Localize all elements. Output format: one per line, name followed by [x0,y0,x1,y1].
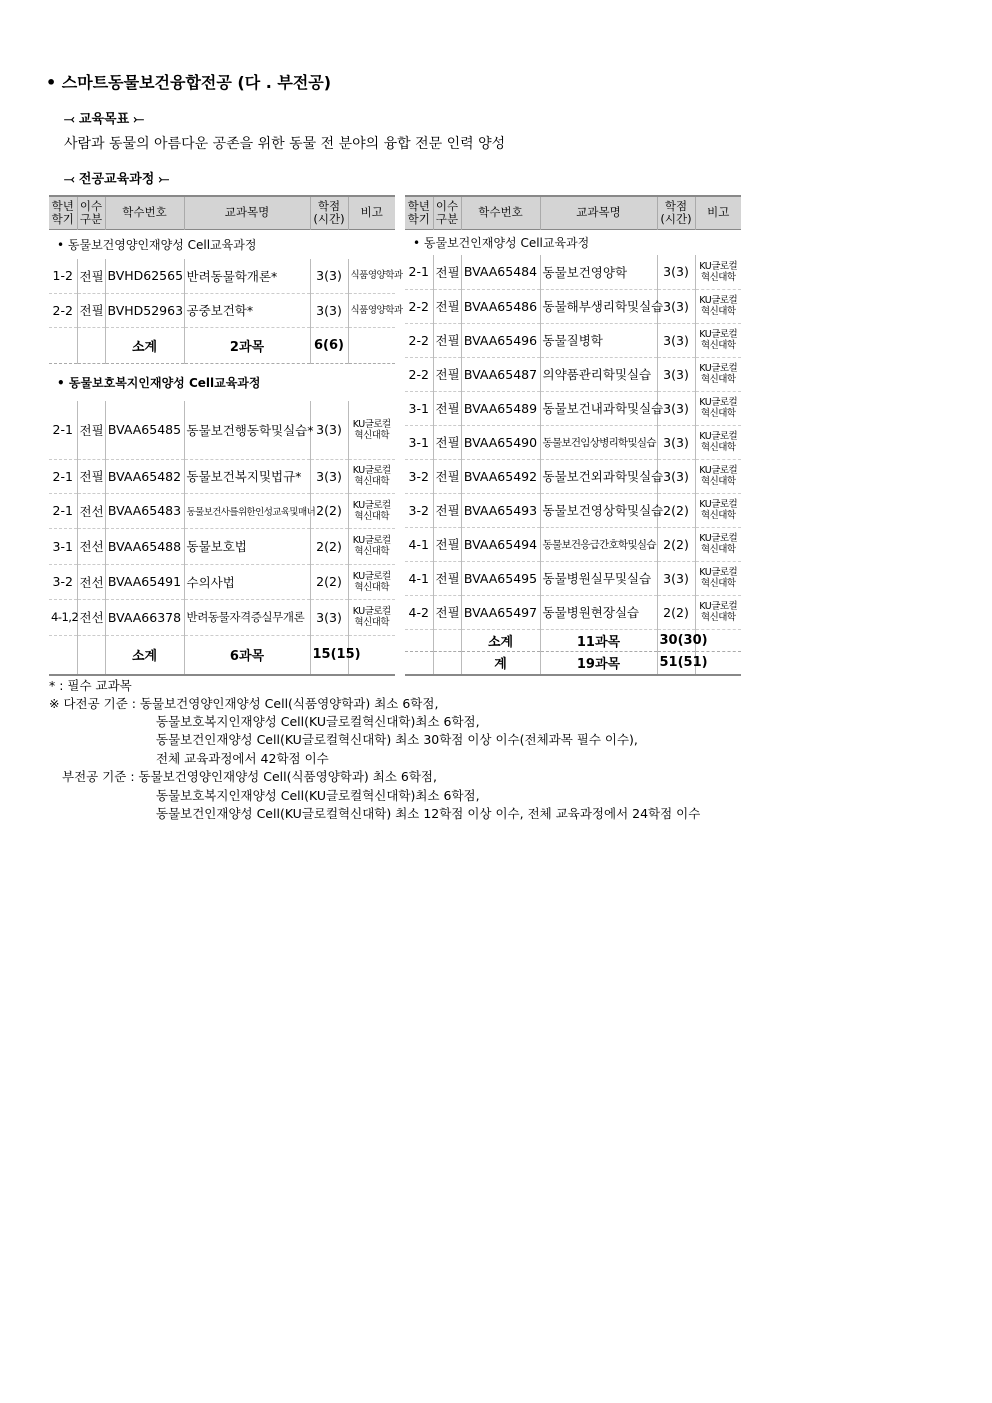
course-type: 전필 [433,255,461,289]
course-code: BVAA65494 [461,527,540,561]
course-name: 동물보건영상학및실습 [540,493,657,527]
left-curriculum-table [49,195,403,676]
subtotal-count: 2과목 [184,327,310,363]
course-credit: 3(3) [657,323,695,357]
goal-text: 사람과 동물의 아름다운 공존을 위한 동물 전 분야의 융합 전문 인력 양성 [64,136,506,152]
course-name: 반려동물학개론* [184,259,310,293]
note-required: * : 필수 교과목 [49,678,132,693]
course-year: 4-2 [405,595,433,629]
course-code: BVHD52963 [105,293,184,327]
course-type: 전선 [77,564,105,599]
course-credit: 2(2) [310,528,348,564]
header-credit: 학점 (시간) [657,196,695,229]
course-note: KU글로컬 혁신대학 [695,255,741,289]
course-credit: 3(3) [657,357,695,391]
course-code: BVAA65491 [105,564,184,599]
course-name: 동물보건임상병리학및실습 [540,425,657,459]
course-type: 전필 [433,459,461,493]
course-credit: 2(2) [657,527,695,561]
subtotal-credit: 6(6) [310,327,348,363]
subtotal-label: 소계 [461,629,540,651]
course-note: KU글로컬 혁신대학 [695,391,741,425]
course-note: KU글로컬 혁신대학 [695,595,741,629]
course-note: 식품영양학과 [348,293,395,327]
course-year: 2-2 [49,293,77,327]
course-name: 동물보건영양학 [540,255,657,289]
course-year: 3-2 [49,564,77,599]
note-minor: 부전공 기준 : 동물보건영양인재양성 Cell(식품영양학과) 최소 6학점, [62,769,437,784]
course-year: 2-1 [405,255,433,289]
course-note: KU글로컬 혁신대학 [348,401,395,459]
header-type: 이수 구분 [433,196,461,229]
course-code: BVAA65497 [461,595,540,629]
course-year: 3-2 [405,493,433,527]
course-type: 전필 [433,527,461,561]
course-year: 3-2 [405,459,433,493]
cell-title: • 동물보건인재양성 Cell교육과정 [413,235,590,250]
course-code: BVAA65493 [461,493,540,527]
course-year: 4-1 [405,527,433,561]
course-code: BVAA65495 [461,561,540,595]
course-code: BVHD62565 [105,259,184,293]
course-credit: 3(3) [310,459,348,493]
total-label: 계 [461,651,540,675]
course-year: 4-1 [405,561,433,595]
course-type: 전필 [77,259,105,293]
course-note: KU글로컬 혁신대학 [695,561,741,595]
course-year: 2-2 [405,289,433,323]
course-name: 동물보건행동학및실습* [184,401,310,459]
course-name: 동물질병학 [540,323,657,357]
curriculum-heading: ⤙ 전공교육과정 ⤚ [64,172,170,187]
header-note: 비고 [695,196,741,229]
subtotal-count: 6과목 [184,635,310,675]
course-credit: 3(3) [657,459,695,493]
course-name: 동물보호법 [184,528,310,564]
course-note: 식품영양학과 [348,259,395,293]
course-note: KU글로컬 혁신대학 [695,527,741,561]
course-type: 전필 [433,289,461,323]
course-type: 전선 [77,528,105,564]
course-note: KU글로컬 혁신대학 [695,425,741,459]
course-code: BVAA65489 [461,391,540,425]
course-credit: 2(2) [657,595,695,629]
course-credit: 3(3) [310,293,348,327]
course-year: 1-2 [49,259,77,293]
course-credit: 2(2) [310,564,348,599]
note-multi-major-line: 동물보건인재양성 Cell(KU글로컬혁신대학) 최소 30학점 이상 이수(전체과목 필수 이수), [156,732,638,747]
subtotal-credit: 15(15) [310,635,348,675]
note-minor-line: 동물보건인재양성 Cell(KU글로컬혁신대학) 최소 12학점 이상 이수, 전체 교육과정에서 24학점 이수 [156,806,701,821]
header-credit: 학점 (시간) [310,196,348,229]
section-title: • 스마트동물보건융합전공 (다 . 부전공) [46,73,332,92]
course-credit: 3(3) [657,391,695,425]
subtotal-credit: 30(30) [657,629,695,651]
note-multi-major-line: 동물보호복지인재양성 Cell(KU글로컬혁신대학)최소 6학점, [156,714,480,729]
cell-title: • 동물보건영양인재양성 Cell교육과정 [57,237,257,252]
course-code: BVAA65483 [105,493,184,528]
header-year: 학년 학기 [49,196,77,229]
course-type: 전필 [433,493,461,527]
course-type: 전필 [77,293,105,327]
course-note: KU글로컬 혁신대학 [348,493,395,528]
course-type: 전필 [433,323,461,357]
course-name: 수의사법 [184,564,310,599]
cell-title: • 동물보호복지인재양성 Cell교육과정 [49,363,395,401]
subtotal-label: 소계 [105,635,184,675]
course-code: BVAA65482 [105,459,184,493]
course-code: BVAA65484 [461,255,540,289]
subtotal-count: 11과목 [540,629,657,651]
course-name: 동물병원현장실습 [540,595,657,629]
course-type: 전필 [433,391,461,425]
course-year: 4-1,2 [49,599,77,635]
course-credit: 3(3) [310,401,348,459]
course-code: BVAA65487 [461,357,540,391]
course-name: 동물보건외과학및실습 [540,459,657,493]
course-name: 반려동물자격증실무개론 [184,599,310,635]
course-name: 동물병원실무및실습 [540,561,657,595]
course-type: 전필 [433,561,461,595]
course-year: 3-1 [405,391,433,425]
course-type: 전필 [433,595,461,629]
course-credit: 3(3) [657,425,695,459]
course-code: BVAA65492 [461,459,540,493]
course-code: BVAA65485 [105,401,184,459]
course-code: BVAA65488 [105,528,184,564]
course-year: 3-1 [405,425,433,459]
course-note: KU글로컬 혁신대학 [695,289,741,323]
goal-heading: ⤙ 교육목표 ⤚ [64,112,145,127]
course-name: 의약품관리학및실습 [540,357,657,391]
course-type: 전필 [433,425,461,459]
note-minor-line: 동물보호복지인재양성 Cell(KU글로컬혁신대학)최소 6학점, [156,788,480,803]
course-type: 전필 [433,357,461,391]
course-year: 2-1 [49,401,77,459]
course-credit: 3(3) [310,259,348,293]
course-note: KU글로컬 혁신대학 [695,459,741,493]
course-year: 2-2 [405,323,433,357]
course-name: 동물보건내과학및실습 [540,391,657,425]
course-name: 동물보건응급간호학및실습 [540,527,657,561]
course-note: KU글로컬 혁신대학 [348,459,395,493]
course-year: 2-1 [49,493,77,528]
header-name: 교과목명 [184,196,310,229]
course-name: 동물해부생리학및실습 [540,289,657,323]
course-credit: 3(3) [657,255,695,289]
course-type: 전필 [77,459,105,493]
right-curriculum-table [405,195,741,676]
course-credit: 3(3) [310,599,348,635]
course-credit: 3(3) [657,561,695,595]
course-code: BVAA65496 [461,323,540,357]
course-code: BVAA65490 [461,425,540,459]
course-year: 2-1 [49,459,77,493]
header-code: 학수번호 [105,196,184,229]
header-year: 학년 학기 [405,196,433,229]
course-note: KU글로컬 혁신대학 [348,528,395,564]
note-multi-major: ※ 다전공 기준 : 동물보건영양인재양성 Cell(식품영양학과) 최소 6학점, [49,696,439,711]
total-count: 19과목 [540,651,657,675]
course-note: KU글로컬 혁신대학 [695,493,741,527]
course-note: KU글로컬 혁신대학 [348,564,395,599]
course-code: BVAA65486 [461,289,540,323]
course-name: 동물보건복지및법규* [184,459,310,493]
header-type: 이수 구분 [77,196,105,229]
course-note: KU글로컬 혁신대학 [695,357,741,391]
course-credit: 2(2) [657,493,695,527]
header-note: 비고 [348,196,395,229]
header-name: 교과목명 [540,196,657,229]
course-type: 전필 [77,401,105,459]
note-multi-major-line: 전체 교육과정에서 42학점 이수 [156,751,329,766]
course-note: KU글로컬 혁신대학 [695,323,741,357]
course-credit: 3(3) [657,289,695,323]
total-credit: 51(51) [657,651,695,675]
course-year: 2-2 [405,357,433,391]
course-type: 전선 [77,493,105,528]
subtotal-label: 소계 [105,327,184,363]
course-name: 공중보건학* [184,293,310,327]
course-name: 동물보건사를위한인성교육및매너 [184,493,310,528]
course-type: 전선 [77,599,105,635]
header-code: 학수번호 [461,196,540,229]
course-code: BVAA66378 [105,599,184,635]
course-note: KU글로컬 혁신대학 [348,599,395,635]
course-year: 3-1 [49,528,77,564]
course-credit: 2(2) [310,493,348,528]
